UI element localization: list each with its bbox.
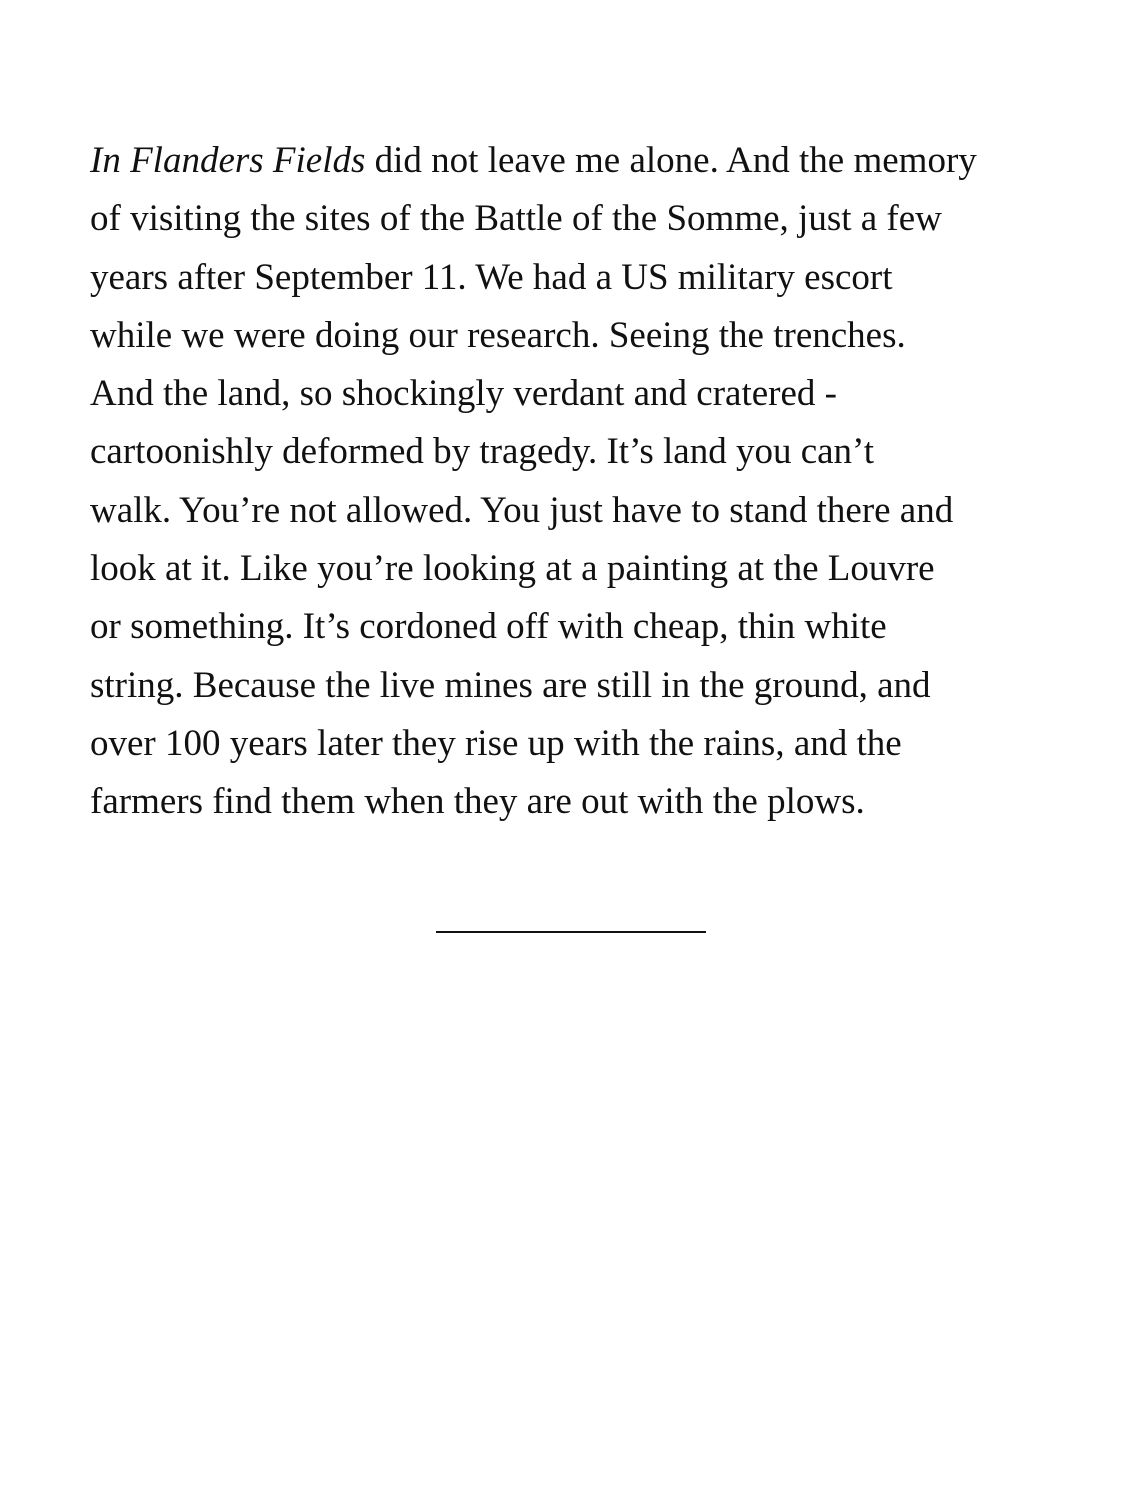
paragraph-line-1 bbox=[90, 132, 1080, 190]
paragraph-line-4: while we were doing our research. Seeing the trenches. bbox=[90, 314, 906, 356]
paragraph-line-9: or something. It’s cordoned off with cheap, thin white bbox=[90, 606, 887, 648]
paragraph-line-7: walk. You’re not allowed. You just have to stand there and bbox=[90, 489, 954, 531]
paragraph-line-5: And the land, so shockingly verdant and cratered - bbox=[90, 373, 837, 415]
paragraph-line-6: cartoonishly deformed by tragedy. It’s land you can’t bbox=[90, 431, 874, 473]
poem-title: In Flanders Fields bbox=[90, 140, 366, 181]
body-paragraph bbox=[90, 132, 1080, 832]
section-divider bbox=[436, 931, 706, 933]
paragraph-line-10: string. Because the live mines are still in the ground, and bbox=[90, 664, 931, 706]
paragraph-line-1-text: did not leave me alone. And the memory bbox=[365, 140, 977, 181]
paragraph-line-3: years after September 11. We had a US military escort bbox=[90, 256, 893, 298]
paragraph-line-8: look at it. Like you’re looking at a painting at the Louvre bbox=[90, 548, 935, 590]
paragraph-line-11: over 100 years later they rise up with the rains, and the bbox=[90, 722, 902, 764]
paragraph-line-2: of visiting the sites of the Battle of the Somme, just a few bbox=[90, 198, 942, 240]
paragraph-line-12: farmers find them when they are out with the plows. bbox=[90, 781, 865, 823]
